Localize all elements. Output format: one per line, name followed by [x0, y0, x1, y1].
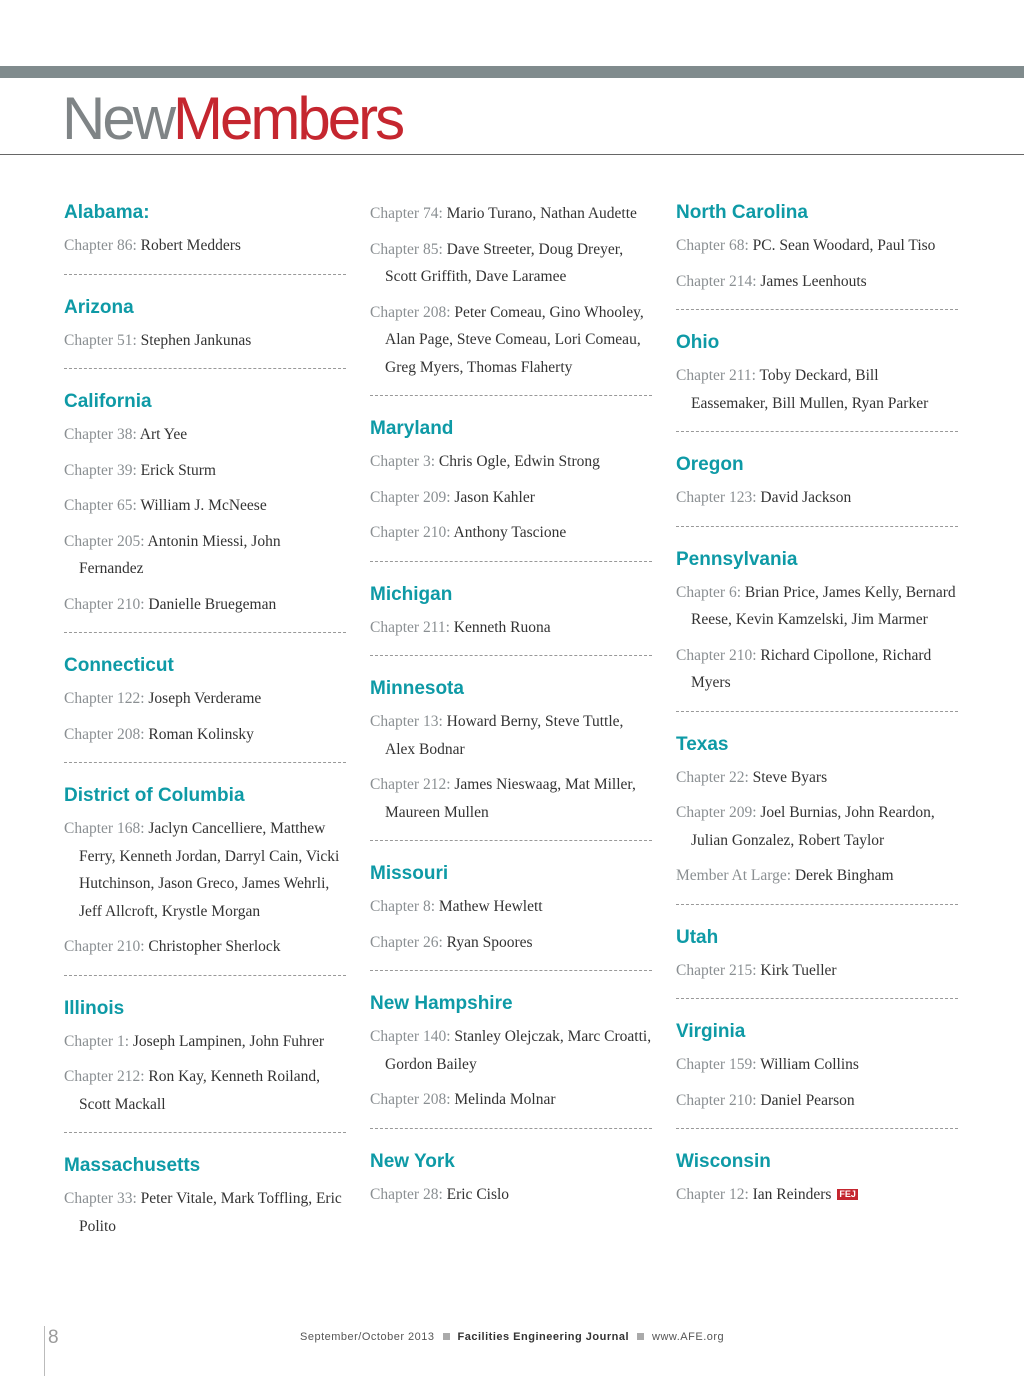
column-3 [676, 200, 958, 1217]
member-names: Daniel Pearson [760, 1091, 855, 1109]
member-names: James Nieswaag, Mat Miller, Maureen Mullen [385, 776, 636, 821]
state-section [64, 1153, 346, 1240]
chapter-label: Chapter 65: [64, 497, 137, 514]
member-names: Melinda Molnar [454, 1091, 556, 1108]
chapter-entry [676, 1051, 958, 1079]
state-section [370, 200, 652, 396]
state-section [676, 330, 958, 432]
member-names: Peter Comeau, Gino Whooley, Alan Page, Steve Comeau, Lori Comeau, Greg Myers, Thomas Flaherty [385, 303, 644, 376]
member-names: Stanley Olejczak, Marc Croatti, Gordon Bailey [385, 1028, 652, 1073]
state-section [676, 1019, 958, 1129]
chapter-entry [64, 591, 346, 619]
member-names: Mathew Hewlett [438, 898, 543, 915]
state-section [64, 389, 346, 633]
chapter-entry [676, 799, 958, 854]
state-heading: Pennsylvania [676, 548, 798, 570]
chapter-label: Chapter 210: [64, 938, 145, 955]
chapter-entry [64, 528, 346, 583]
page-number: 8 [48, 1327, 59, 1348]
chapter-label: Chapter 1: [64, 1032, 129, 1050]
member-names: William J. McNeese [140, 497, 267, 514]
chapter-label: Chapter 8: [370, 898, 435, 915]
chapter-entry [64, 232, 346, 260]
footer-issue: September/October 2013 [300, 1331, 435, 1343]
chapter-entry [370, 771, 652, 826]
state-heading: Wisconsin [676, 1151, 771, 1172]
state-section [64, 653, 346, 763]
state-heading: Maryland [370, 418, 454, 439]
chapter-entry [370, 893, 652, 921]
chapter-entry [676, 642, 958, 697]
member-names: Peter Vitale, Mark Toffling, Eric Polito [79, 1190, 342, 1235]
chapter-label: Chapter 212: [370, 776, 451, 793]
state-heading: Minnesota [370, 678, 464, 699]
chapter-entry [64, 492, 346, 520]
chapter-label: Chapter 28: [370, 1185, 443, 1203]
state-section [64, 783, 346, 976]
section-divider [676, 431, 958, 432]
section-divider [64, 762, 346, 763]
chapter-entry [370, 484, 652, 512]
top-bar [0, 66, 1024, 78]
section-divider [370, 840, 652, 841]
footer [300, 1331, 724, 1343]
section-divider [370, 1128, 652, 1129]
member-names: Antonin Miessi, John Fernandez [79, 532, 281, 577]
member-names: Derek Bingham [794, 867, 894, 884]
chapter-label: Chapter 210: [370, 524, 451, 541]
state-heading: District of Columbia [64, 785, 245, 806]
state-section [676, 452, 958, 527]
member-names: Roman Kolinsky [148, 725, 254, 743]
chapter-label: Chapter 208: [370, 1091, 451, 1108]
section-divider [676, 711, 958, 712]
chapter-label: Chapter 208: [64, 725, 145, 743]
member-names: Dave Streeter, Doug Dreyer, Scott Griffith, Dave Laramee [385, 240, 624, 285]
section-divider [676, 309, 958, 310]
section-divider [676, 998, 958, 999]
member-names: James Leenhouts [760, 272, 867, 290]
chapter-entry [64, 421, 346, 449]
state-heading: Connecticut [64, 655, 174, 676]
state-section [676, 925, 958, 1000]
chapter-label: Chapter 85: [370, 240, 443, 258]
chapter-label: Chapter 210: [676, 1091, 757, 1109]
chapter-label: Chapter 74: [370, 205, 443, 222]
state-heading: Massachusetts [64, 1155, 201, 1176]
member-names: Mario Turano, Nathan Audette [446, 205, 637, 222]
state-heading: New Hampshire [370, 993, 513, 1014]
state-heading: New York [370, 1150, 455, 1172]
member-names: Chris Ogle, Edwin Strong [438, 453, 600, 470]
chapter-entry [676, 764, 958, 792]
state-heading: Ohio [676, 332, 720, 353]
state-heading: Alabama: [64, 202, 150, 223]
column-1 [64, 200, 346, 1248]
title-part-members: Members [173, 85, 403, 152]
chapter-entry [676, 268, 958, 296]
section-divider [64, 1132, 346, 1133]
section-divider [676, 904, 958, 905]
state-heading: Virginia [676, 1021, 746, 1042]
page-title [62, 84, 402, 154]
chapter-entry [64, 685, 346, 713]
section-divider [676, 1128, 958, 1129]
footer-separator-icon [637, 1333, 644, 1340]
footer-journal: Facilities Engineering Journal [457, 1331, 630, 1343]
section-divider [64, 274, 346, 275]
member-names: William Collins [760, 1056, 859, 1073]
chapter-entry [370, 448, 652, 476]
member-names: Howard Berny, Steve Tuttle, Alex Bodnar [385, 713, 624, 758]
chapter-label: Chapter 33: [64, 1190, 137, 1207]
chapter-label: Chapter 209: [370, 488, 451, 506]
member-names: Kenneth Ruona [453, 618, 551, 636]
member-names: PC. Sean Woodard, Paul Tiso [752, 237, 936, 254]
state-section [370, 991, 652, 1129]
section-divider [64, 632, 346, 633]
section-divider [370, 395, 652, 396]
chapter-label: Chapter 22: [676, 768, 749, 786]
state-section [370, 582, 652, 657]
chapter-entry [676, 579, 958, 634]
chapter-label: Chapter 3: [370, 453, 435, 470]
footer-rule [44, 1326, 45, 1376]
chapter-entry [370, 1086, 652, 1114]
chapter-label: Chapter 140: [370, 1028, 451, 1045]
chapter-label: Chapter 168: [64, 820, 145, 837]
member-names: Joseph Verderame [148, 690, 262, 707]
chapter-label: Chapter 211: [370, 618, 450, 636]
state-heading: Oregon [676, 454, 744, 475]
chapter-entry [370, 236, 652, 291]
section-divider [64, 975, 346, 976]
chapter-label: Chapter 6: [676, 583, 741, 601]
member-names: Erick Sturm [140, 461, 216, 479]
chapter-entry [370, 200, 652, 228]
chapter-entry [64, 457, 346, 485]
member-names: Jason Kahler [454, 488, 535, 506]
chapter-entry [370, 1023, 652, 1078]
chapter-entry [676, 362, 958, 417]
member-names: Joel Burnias, John Reardon, Julian Gonzalez, Robert Taylor [691, 804, 935, 849]
chapter-entry [64, 1063, 346, 1118]
chapter-entry [676, 232, 958, 260]
member-names: Brian Price, James Kelly, Bernard Reese, Kevin Kamzelski, Jim Marmer [691, 583, 956, 628]
state-heading: California [64, 391, 152, 412]
chapter-label: Chapter 12: [676, 1186, 749, 1203]
section-divider [64, 368, 346, 369]
member-names: Ron Kay, Kenneth Roiland, Scott Mackall [79, 1068, 320, 1113]
member-names: Ian Reinders [752, 1186, 832, 1203]
chapter-label: Chapter 210: [64, 595, 145, 613]
chapter-label: Member At Large: [676, 867, 792, 884]
chapter-entry [64, 933, 346, 961]
state-heading: North Carolina [676, 202, 808, 223]
state-section [676, 200, 958, 310]
member-names: Eric Cislo [446, 1185, 510, 1203]
section-divider [370, 561, 652, 562]
state-section [64, 295, 346, 370]
state-section [370, 1149, 652, 1209]
member-names: Steve Byars [752, 768, 828, 786]
chapter-entry [370, 299, 652, 382]
chapter-entry [64, 1185, 346, 1240]
fej-end-mark: FEJ [839, 1189, 856, 1199]
chapter-label: Chapter 39: [64, 461, 137, 479]
chapter-entry [370, 614, 652, 642]
member-names: Richard Cipollone, Richard Myers [691, 646, 932, 691]
member-names: Kirk Tueller [760, 961, 837, 979]
chapter-label: Chapter 38: [64, 426, 137, 443]
chapter-label: Chapter 214: [676, 272, 757, 290]
state-section [370, 861, 652, 971]
chapter-label: Chapter 159: [676, 1056, 757, 1073]
member-names: Art Yee [139, 426, 188, 443]
member-names: Jaclyn Cancelliere, Matthew Ferry, Kenneth Jordan, Darryl Cain, Vicki Hutchinson, Jason Greco, James Wehrli, Jeff Allcroft, Krystle Morgan [79, 820, 340, 920]
member-names: Stephen Jankunas [140, 331, 252, 349]
chapter-label: Chapter 208: [370, 303, 451, 321]
member-names: David Jackson [760, 489, 852, 506]
member-names: Joseph Lampinen, John Fuhrer [132, 1032, 325, 1050]
chapter-entry [676, 484, 958, 512]
section-divider [370, 655, 652, 656]
state-section [676, 1149, 958, 1209]
footer-website: www.AFE.org [652, 1331, 725, 1343]
member-names: Robert Medders [140, 237, 241, 254]
member-names: Christopher Sherlock [148, 938, 281, 955]
state-heading: Illinois [64, 997, 125, 1019]
chapter-entry [370, 519, 652, 547]
chapter-entry [370, 708, 652, 763]
state-section [64, 200, 346, 275]
member-names: Ryan Spoores [446, 933, 533, 951]
state-section [676, 732, 958, 905]
section-divider [370, 970, 652, 971]
state-heading: Arizona [64, 296, 134, 318]
chapter-entry [370, 929, 652, 957]
chapter-entry [676, 862, 958, 890]
chapter-entry [676, 957, 958, 985]
chapter-label: Chapter 51: [64, 331, 137, 349]
state-heading: Missouri [370, 863, 449, 884]
chapter-label: Chapter 123: [676, 489, 757, 506]
state-heading: Utah [676, 926, 719, 948]
section-divider [676, 526, 958, 527]
state-heading: Texas [676, 733, 729, 755]
chapter-entry [64, 815, 346, 925]
chapter-entry [64, 1028, 346, 1056]
state-section [64, 996, 346, 1134]
footer-separator-icon [443, 1333, 450, 1340]
chapter-label: Chapter 122: [64, 690, 145, 707]
chapter-entry [64, 721, 346, 749]
column-2 [370, 200, 652, 1216]
state-section [370, 416, 652, 562]
member-names: Danielle Bruegeman [148, 595, 277, 613]
member-names: Anthony Tascione [453, 524, 567, 541]
chapter-entry [370, 1181, 652, 1209]
chapter-label: Chapter 13: [370, 713, 443, 730]
chapter-label: Chapter 26: [370, 933, 443, 951]
chapter-label: Chapter 209: [676, 804, 757, 821]
chapter-entry [676, 1087, 958, 1115]
title-part-new: New [62, 85, 174, 152]
chapter-entry [64, 327, 346, 355]
chapter-label: Chapter 210: [676, 646, 757, 664]
chapter-label: Chapter 68: [676, 237, 749, 254]
chapter-label: Chapter 215: [676, 961, 757, 979]
title-rule [0, 154, 1024, 155]
chapter-label: Chapter 211: [676, 367, 756, 384]
member-names: Toby Deckard, Bill Eassemaker, Bill Mullen, Ryan Parker [691, 367, 929, 412]
chapter-label: Chapter 205: [64, 532, 145, 550]
chapter-label: Chapter 212: [64, 1068, 145, 1085]
chapter-entry [676, 1181, 958, 1209]
state-heading: Michigan [370, 583, 453, 605]
chapter-label: Chapter 86: [64, 237, 137, 254]
state-section [370, 676, 652, 841]
state-section [676, 547, 958, 712]
